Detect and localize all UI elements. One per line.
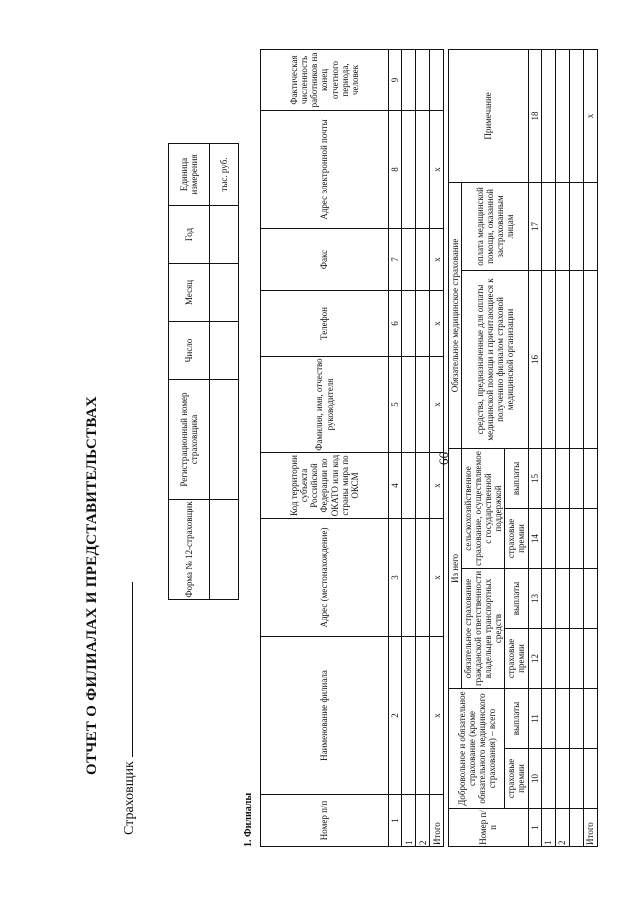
t2-cell[interactable] — [541, 689, 555, 749]
t2-idx: 13 — [528, 569, 541, 629]
table-row — [541, 49, 555, 846]
t2-cell[interactable] — [541, 509, 555, 569]
t1-cell: х — [430, 229, 444, 291]
t1-cell[interactable] — [430, 50, 444, 111]
t2-cell[interactable] — [569, 689, 583, 749]
t2-cell[interactable] — [555, 49, 569, 182]
t2-cell[interactable] — [569, 509, 583, 569]
t2-cell: 1 — [541, 809, 555, 847]
t2-idx: 11 — [528, 689, 541, 749]
t2-h-note: Примечание — [449, 49, 529, 182]
t2-cell[interactable] — [569, 749, 583, 809]
t2-cell: Итого — [583, 809, 597, 847]
t1-h-fax: Факс — [261, 229, 389, 291]
t2-idx: 17 — [528, 182, 541, 270]
t2-h-num: Номер п/п — [449, 809, 529, 847]
t1-cell: х — [430, 357, 444, 453]
t1-cell[interactable] — [402, 291, 416, 357]
t2-cell[interactable] — [569, 270, 583, 448]
t1-cell[interactable] — [402, 519, 416, 637]
t2-cell[interactable] — [569, 569, 583, 629]
t2-h-premiums: страховые премии — [505, 749, 528, 809]
t1-h-email: Адрес электронной почты — [261, 111, 389, 229]
t2-cell — [569, 809, 583, 847]
t2-cell[interactable] — [541, 49, 555, 182]
branches-table — [260, 49, 444, 847]
t2-cell[interactable] — [555, 749, 569, 809]
t1-cell[interactable] — [416, 453, 430, 519]
t2-cell[interactable] — [555, 182, 569, 270]
form-value — [210, 500, 239, 600]
t2-idx: 10 — [528, 749, 541, 809]
table-row-total — [430, 50, 444, 847]
t1-cell: 2 — [416, 795, 430, 847]
t2-cell[interactable] — [583, 689, 597, 749]
t2-h-oms: Обязательное медицинское страхование — [449, 182, 462, 448]
t2-cell[interactable] — [569, 448, 583, 508]
t1-cell[interactable] — [416, 291, 430, 357]
t1-cell: х — [430, 111, 444, 229]
t1-h-phone: Телефон — [261, 291, 389, 357]
t2-cell[interactable] — [555, 629, 569, 689]
year-label: Год — [169, 206, 210, 264]
t1-idx: 2 — [389, 637, 402, 795]
t2-h-payments: выплаты — [505, 448, 528, 508]
t2-cell[interactable] — [541, 749, 555, 809]
t2-h-agri: сельскохозяйственное страхование, осуществляемое с государственной поддержкой — [462, 448, 505, 568]
t2-cell[interactable] — [583, 448, 597, 508]
t1-idx: 9 — [389, 50, 402, 111]
t1-idx: 8 — [389, 111, 402, 229]
reg-number-label: Регистрационный номер страховщика — [169, 380, 210, 500]
t2-cell[interactable] — [541, 270, 555, 448]
t2-cell[interactable] — [541, 182, 555, 270]
t2-cell[interactable] — [569, 49, 583, 182]
insurer-label: Страховщик — [122, 761, 137, 835]
t2-h-osago: обязательное страхование гражданской ответственности владельцев транспортных средств — [462, 569, 505, 689]
t1-cell[interactable] — [402, 453, 416, 519]
unit-label: Единица измерения — [169, 144, 210, 206]
page-number: 66 — [436, 452, 451, 465]
t2-h-premiums: страховые премии — [505, 629, 528, 689]
t1-cell[interactable] — [416, 111, 430, 229]
t1-cell[interactable] — [416, 519, 430, 637]
t2-h-premiums: страховые премии — [505, 509, 528, 569]
t2-cell[interactable] — [555, 448, 569, 508]
t1-idx: 5 — [389, 357, 402, 453]
t1-idx: 1 — [389, 795, 402, 847]
t1-h-okato: Код территории субъекта Российской Федерации по ОКАТО или код страны мира по ОКСМ — [261, 453, 389, 519]
t2-idx: 12 — [528, 629, 541, 689]
t1-cell[interactable] — [402, 637, 416, 795]
day-label: Число — [169, 322, 210, 380]
t2-cell[interactable] — [555, 509, 569, 569]
year-value[interactable] — [210, 206, 239, 264]
t1-cell: Итого — [430, 795, 444, 847]
t2-cell: х — [583, 49, 597, 182]
t2-h-of-which: Из него — [449, 448, 462, 688]
table-row — [402, 50, 416, 847]
t1-cell[interactable] — [416, 50, 430, 111]
t1-idx: 7 — [389, 229, 402, 291]
t2-cell[interactable] — [555, 569, 569, 629]
t1-cell[interactable] — [416, 357, 430, 453]
section-title: 1. Филиалы — [243, 792, 254, 847]
t2-cell[interactable] — [569, 182, 583, 270]
table-row — [416, 50, 430, 847]
t2-cell: 2 — [555, 809, 569, 847]
t2-cell[interactable] — [555, 689, 569, 749]
t1-cell: х — [430, 519, 444, 637]
t1-cell[interactable] — [416, 229, 430, 291]
t2-idx: 18 — [528, 49, 541, 182]
t2-cell[interactable] — [583, 629, 597, 689]
table-row-total — [583, 49, 597, 846]
t1-cell[interactable] — [416, 637, 430, 795]
t2-cell[interactable] — [541, 629, 555, 689]
t1-cell: х — [430, 291, 444, 357]
unit-value: тыс. руб. — [210, 144, 239, 206]
t1-idx: 6 — [389, 291, 402, 357]
form-header-table — [168, 143, 239, 600]
t2-cell[interactable] — [555, 270, 569, 448]
t1-cell[interactable] — [402, 111, 416, 229]
t1-cell[interactable] — [402, 229, 416, 291]
t2-cell[interactable] — [583, 182, 597, 270]
t2-h-payments: выплаты — [505, 689, 528, 749]
form-label: Форма № 12-страховщик — [169, 500, 210, 600]
table-row — [555, 49, 569, 846]
t1-h-name: Наименование филиала — [261, 637, 389, 795]
t2-cell[interactable] — [583, 509, 597, 569]
t1-cell[interactable] — [402, 50, 416, 111]
t2-h-oms-pay: оплата медицинской помощи, оказанной застрахованным лицам — [462, 182, 528, 270]
t2-cell[interactable] — [541, 448, 555, 508]
t1-h-head: Фамилия, имя, отчество руководителя — [261, 357, 389, 453]
t2-idx: 14 — [528, 509, 541, 569]
insurer-underline — [120, 582, 133, 757]
t1-h-address: Адрес (местонахождение) — [261, 519, 389, 637]
t1-idx: 3 — [389, 519, 402, 637]
reg-number-value[interactable] — [210, 380, 239, 500]
t1-cell[interactable] — [402, 357, 416, 453]
insurer-field — [120, 582, 138, 835]
month-label: Месяц — [169, 264, 210, 322]
t2-h-voluntary: Добровольное и обязательное страхование (кроме обязательного медицинского страхования) – всего — [449, 689, 505, 809]
t2-h-oms-funds: средства, предназначенные для оплаты медицинской помощи и причитающиеся к получению филиалом страховой медицинской организации — [462, 270, 528, 448]
t1-cell: х — [430, 453, 444, 519]
day-value[interactable] — [210, 322, 239, 380]
t1-cell: х — [430, 637, 444, 795]
t2-idx: 15 — [528, 448, 541, 508]
t2-idx: 1 — [528, 809, 541, 847]
t1-cell: 1 — [402, 795, 416, 847]
insurance-operations-table — [448, 49, 598, 847]
report-title: ОТЧЕТ О ФИЛИАЛАХ И ПРЕДСТАВИТЕЛЬСТВАХ — [84, 395, 100, 775]
t1-idx: 4 — [389, 453, 402, 519]
t2-h-payments: выплаты — [505, 569, 528, 629]
t2-idx: 16 — [528, 270, 541, 448]
t2-cell[interactable] — [583, 749, 597, 809]
t2-cell[interactable] — [583, 569, 597, 629]
t2-cell[interactable] — [541, 569, 555, 629]
t1-h-staff: Фактическая численность работников на конец отчетного периода, человек — [261, 50, 389, 111]
month-value[interactable] — [210, 264, 239, 322]
t2-cell[interactable] — [583, 270, 597, 448]
table-row — [569, 49, 583, 846]
t1-h-num: Номер п/п — [261, 795, 389, 847]
t2-cell[interactable] — [569, 629, 583, 689]
